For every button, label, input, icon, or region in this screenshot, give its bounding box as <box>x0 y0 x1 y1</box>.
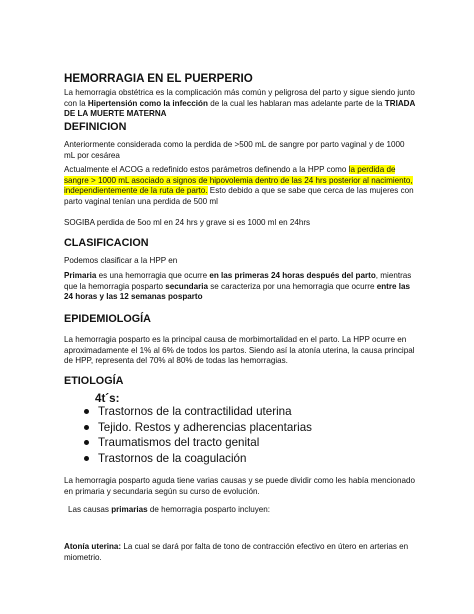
intro-text-1: La hemorragia obstétrica es la complicación más común y peligrosa del parto y sigue siendo junto con la <box>64 88 415 108</box>
primaria-range: en las primeras 24 horas después del parto <box>209 271 376 280</box>
secundaria-range: entre las 24 horas y las 12 semanas posparto <box>64 281 411 302</box>
definicion-paragraph-2 <box>64 165 416 207</box>
clasificacion-text-1: es una hemorragia que ocurre <box>96 271 210 280</box>
clasificacion-paragraph-1: Podemos clasificar a la HPP en <box>64 256 178 265</box>
section-heading-epidemiologia: EPIDEMIOLOGÍA <box>64 313 151 325</box>
intro-bold-1: Hipertensión como la infección <box>87 98 208 108</box>
primaria-term: Primaria <box>64 271 97 280</box>
etiologia-paragraph-2 <box>68 505 420 516</box>
causas-text-c: de hemorragia posparto incluyen: <box>147 505 271 514</box>
bullet-icon <box>84 425 89 430</box>
etiologia-list <box>84 404 414 466</box>
secundaria-term: secundaria <box>165 281 208 291</box>
list-item <box>84 435 414 451</box>
clasificacion-text-3: se caracteriza por una hemorragia que ocurre <box>208 281 377 291</box>
clasificacion-text-2: , mientras que la hemorragia posparto <box>64 271 412 291</box>
list-item-text: Trastornos de la contractilidad uterina <box>98 405 292 418</box>
definicion-highlight: la perdida de sangre > 1000 mL asociado a signos de hipovolemia dentro de las 24 hrs posterior al nacimiento, independientemente de la ruta de parto. <box>64 165 413 196</box>
list-item <box>84 404 414 420</box>
bullet-icon <box>84 440 89 445</box>
bullet-icon <box>84 409 89 414</box>
list-item-text: Traumatismos del tracto genital <box>98 436 260 450</box>
list-item-text: Tejido. Restos y adherencias placentarias <box>98 420 312 434</box>
list-item <box>84 420 414 436</box>
atonia-paragraph <box>64 542 416 563</box>
list-item-text: Trastornos de la coagulación <box>98 451 247 465</box>
intro-text-2: de la cual les hablaran mas adelante parte de la <box>207 98 385 108</box>
causas-text-a: Las causas <box>68 505 112 514</box>
definicion-p2-text-b: Esto debido a que se sabe que cerca de las mujeres con parto vaginal tenían una perdida de 500 ml <box>64 186 414 206</box>
section-heading-clasificacion: CLASIFICACION <box>64 237 149 249</box>
definicion-paragraph-1: Anteriormente considerada como la perdida de >500 mL de sangre por parto vaginal y de 1000 mL por cesárea <box>64 140 405 160</box>
etiologia-subheading: 4t´s: <box>95 392 120 405</box>
definicion-paragraph-3: SOGIBA perdida de 5oo ml en 24 hrs y grave si es 1000 ml en 24hrs <box>64 218 311 227</box>
atonia-label: Atonía uterina: <box>64 542 122 551</box>
intro-paragraph <box>64 88 416 120</box>
definicion-p2-text-a: Actualmente el ACOG a redefinido estos parámetros definendo a la HPP como <box>64 165 349 174</box>
epidemiologia-paragraph: La hemorragia posparto es la principal causa de morbimortalidad en el parto. La HPP ocurre en aproximadamente el 1% al 6% de todos los partos. Siendo así la atonía uterina, la causa principal de HPP, representa del 70% al 80% de todas las hemorragias. <box>64 335 415 366</box>
bullet-icon <box>84 456 89 461</box>
section-heading-definicion: DEFINICION <box>64 121 127 133</box>
atonia-text: La cual se dará por falta de tono de contracción efectivo en útero en arterias en miometrio. <box>64 542 409 562</box>
etiologia-paragraph-1: La hemorragia posparto aguda tiene varias causas y se puede dividir como les había mencionado en primaria y secundaria según su curso de evolución. <box>64 476 415 496</box>
clasificacion-paragraph-2 <box>64 271 416 303</box>
document-title: HEMORRAGIA EN EL PUERPERIO <box>64 72 253 85</box>
intro-bold-2: TRIADA DE LA MUERTE MATERNA <box>64 98 416 119</box>
list-item <box>84 451 414 467</box>
section-heading-etiologia: ETIOLOGÍA <box>64 375 124 387</box>
causas-bold: primarias <box>111 505 148 514</box>
